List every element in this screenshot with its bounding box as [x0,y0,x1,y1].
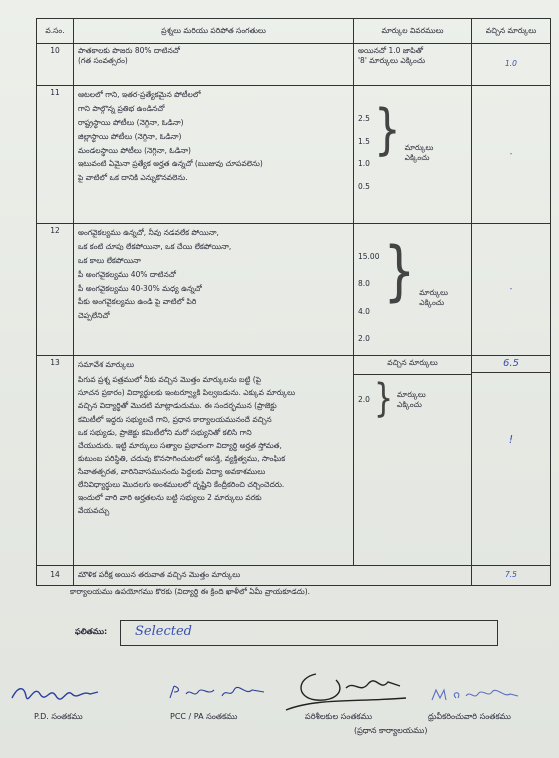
row-criteria [74,224,354,356]
scale-label: ఎక్కించు [397,400,422,409]
criteria-line: వచ్చిన విద్యార్థితో మొదటి మాట్లాడుదుము. ఈ సందర్భమున (ప్రాజెక్టు [78,401,277,411]
criteria-title: సమావేశ మార్కులు [78,360,135,369]
criteria-line: సూచన ప్రకారం) విద్యార్థులకు ఇంటర్వ్యూకి పిల్వబడును. ఎక్కువ మార్కులు [78,388,296,398]
row-given-marks: 1.0 [472,44,551,86]
criteria-line: జిల్లాస్థాయి పోటీలు (నెగ్గినా, ఓడినా) [78,131,182,141]
row-given-marks: - [472,86,551,224]
criteria-line: (గత సంవత్సరం) [78,56,128,66]
brace-symbol: } [383,233,416,309]
marks-scale [358,233,467,344]
row-criteria [74,566,472,586]
scale-value: 1.0 [358,159,370,169]
row-detail [354,44,472,86]
result-value: Selected [135,624,192,639]
criteria-line: రాష్ట్రస్థాయి పోటీలు (నెగ్గినా, ఓడినా) [78,117,184,127]
marks-scale [358,97,467,192]
row-criteria [74,86,354,224]
brace-symbol: } [373,97,401,161]
criteria-line: పిగువ ప్రశ్న పత్రములో నీకు వచ్చిన మొత్తం మార్కులను బట్టి (పై [78,375,262,385]
scale-value: 2.0 [358,333,370,343]
criteria-line: గాని పాల్గొన్న ప్రతిభ ఉండినచో [78,103,165,113]
row-criteria [74,356,354,566]
header-marks-detail: మార్కుల వివరములు [354,19,472,44]
table-row [37,86,551,224]
criteria-line: అంగవైకల్యము ఉన్నచో, నీవు నడవలేక పోయినా, [78,228,219,237]
header-criteria: ప్రశ్నలు మరియు పరిపోత సంగతులు [74,19,354,44]
criteria-line: పీకు అంగవైకల్యము ఉండి పై వాటిలో పిరి [78,297,197,307]
criteria-line: పాతకాలకు పొజరు 80% దాటినచో [78,46,180,55]
criteria-line: లేనివిధ్యార్థులు మొదలగు అంశములలో దృష్టిని కేంద్రీకరించి చర్చించెదరు. [78,480,285,490]
criteria-line: పీ అంగవైకల్యము 40% దాటినచో [78,269,176,279]
row-criteria [74,44,354,86]
table-row [37,44,551,86]
criteria-line: ఒక సభ్యుడు, ప్రాజెక్టు కమిటీలోని మరో సభ్యునితో కలిసి గాని [78,427,252,437]
marks-scale [354,375,471,425]
row-given-marks: - [472,224,551,356]
criteria-line: చేయుదురు. ఇట్టి మార్కులు సత్యాల ప్రభావంగా విద్యార్థి అర్హత స్తోమత, [78,440,282,450]
criteria-line: ఆటలలో గాని, ఇతర-ప్రత్యేకమైన పోటీలలో [78,90,201,99]
received-marks-label: వచ్చిన మార్కులు [354,356,471,375]
header-sno: వ.సం. [37,19,74,44]
row-number: 12 [37,224,74,356]
scale-label: మార్కులు [419,287,448,297]
marks-table [36,18,551,586]
header-marks-given: వచ్చిన మార్కులు [472,19,551,44]
row-detail [354,86,472,224]
head-office-note: (ప్రధాన కార్యాలయము) [354,726,428,735]
table-row [37,224,551,356]
result-field[interactable] [120,620,498,646]
row-given-marks-cell [472,356,551,566]
scale-label: ఎక్కించు [404,153,430,162]
criteria-line: చెప్పలేనిచో [78,311,110,321]
detail-line: అయినచో 1.0 జాపితో [358,46,424,55]
table-row [37,356,551,566]
criteria-line: వేయవచ్చు [78,506,110,516]
pcc-signature-label: PCC / PA సంతకము [170,712,238,721]
criteria-line: కమిటీలో ఇద్దరు సభ్యులచే గాని, ప్రధాన కార్యాలయమునందే వచ్చిన [78,414,272,424]
scale-value: 4.0 [358,306,370,316]
scale-value: 0.5 [358,181,370,191]
criteria-line: మండలస్థాయి పోటీలు (నెగ్గినా, ఓడినా) [78,145,191,155]
row-number: 11 [37,86,74,224]
criteria-line: ఒక కాలు లేకపోయినా [78,255,141,265]
table-row [37,566,551,586]
pcc-signature-scribble [168,684,268,702]
scale-label: మార్కులు [404,142,434,152]
inspector-signature-label: పరిశీలకుల సంతకము [305,712,372,721]
criteria-line: ఒక కంటి చూపు లేకపోయినా, ఒక చేయి లేకపోయినా, [78,241,232,251]
criteria-line: మౌళిక పరీక్ష అయిన తరువాత వచ్చిన మొత్తం మార్కులు [78,570,241,580]
received-marks-value: 6.5 [472,356,550,373]
detail-line: '8' మార్కులు ఎక్కించు [358,56,426,66]
verifier-signature-scribble [430,686,520,704]
inspector-signature-scribble [276,668,416,718]
scale-value: 1.5 [358,136,370,146]
criteria-line: సేవాతత్పరత, వారినివాసమునందు పెద్దలకు విద్యా అవకాశములు [78,467,266,476]
criteria-line: ఇటువంటి ఏమైనా ప్రత్యేక అర్హత ఉన్నచో (ఋజువు చూపవలెను) [78,159,263,169]
scale-value: 2.0 [358,394,370,404]
scale-value: 15.00 [358,252,380,261]
criteria-line: ఇందులో వారి వారి అర్హతలను బట్టి సభ్యులు 2 మార్కులు వరకు [78,493,262,503]
brace-symbol: } [373,376,394,423]
pd-signature-label: P.D. సంతకము [34,712,83,721]
table-header-row [37,19,551,44]
row-number: 13 [37,356,74,566]
row-number: 14 [37,566,74,586]
scale-label: మార్కులు [397,389,426,399]
office-use-note: కార్యాలయము ఉపయోగము కొరకు (విద్యార్థి ఈ క్రింది ఖాళీలో ఏమీ వ్రాయకూడదు). [70,587,311,596]
row-detail [354,224,472,356]
criteria-line: కుటుంబ పరిస్థితి, చదువు కొనసాగించుటలో ఆసక్తి, వ్యక్తిత్వము, సాంఘిక [78,453,286,463]
row-detail [354,356,472,566]
scale-label: ఎక్కించు [419,298,445,307]
scale-value: 8.0 [358,279,370,289]
verifier-signature-label: ధ్రువీకరించువారి సంతకము [428,712,511,721]
scale-value: 2.5 [358,114,370,123]
pd-signature-scribble [10,682,100,704]
criteria-line: పై వాటిలో ఒక దానికి ఎన్నుకొనవలెను. [78,173,188,183]
row-number: 10 [37,44,74,86]
row-given-marks: 7.5 [472,566,551,586]
result-label: ఫలితము: [75,627,108,636]
criteria-line: పీ అంగవైకల్యము 40-30% మధ్య ఉన్నచో [78,283,202,293]
row-given-marks: ! [508,433,514,446]
